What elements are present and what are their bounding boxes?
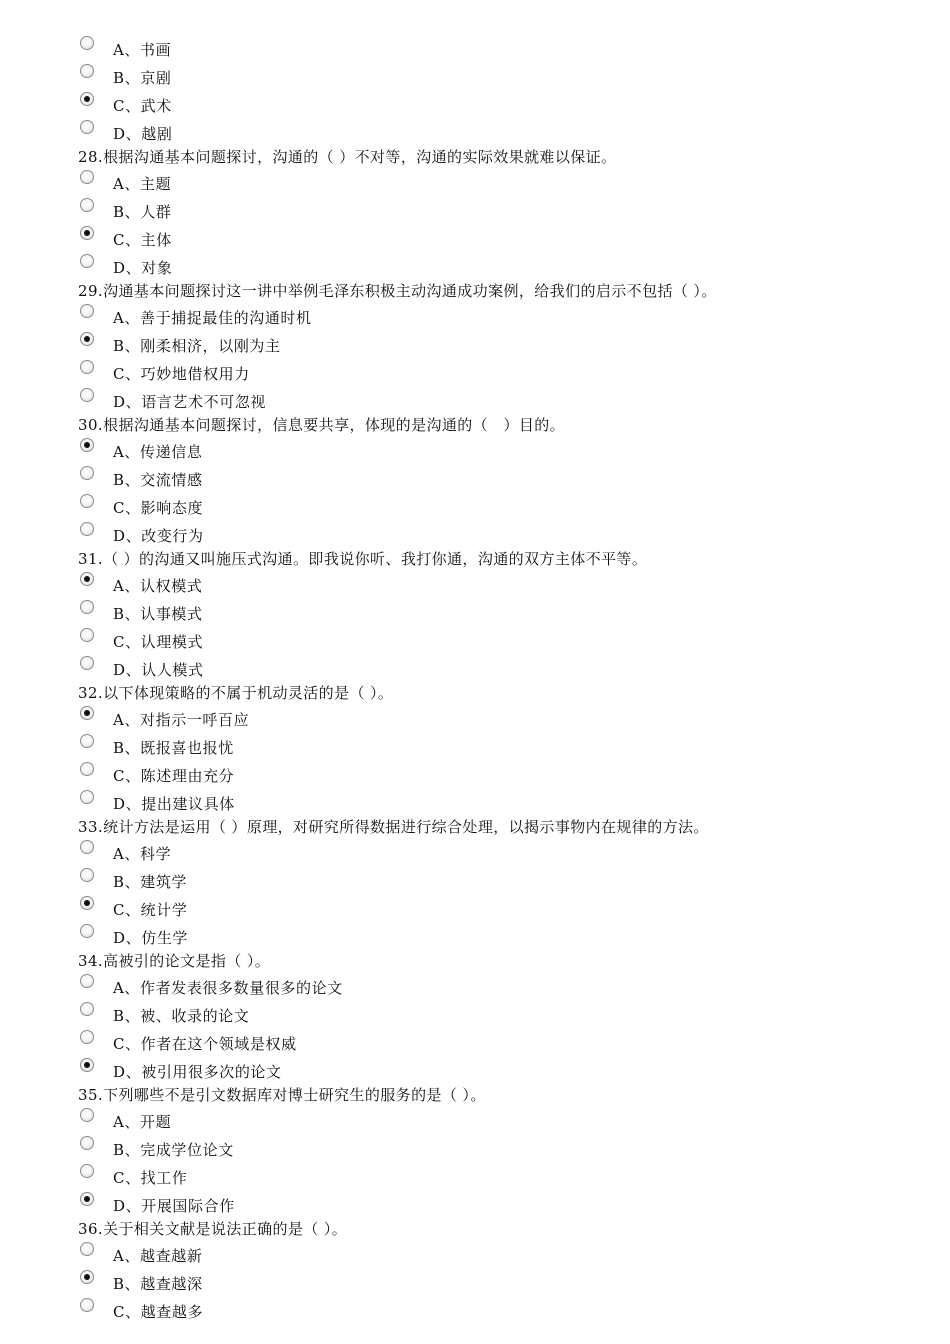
option-label: C、越查越多 (113, 1303, 204, 1321)
radio-unchecked-icon[interactable] (80, 198, 94, 212)
radio-checked-icon[interactable] (80, 92, 94, 106)
option-label: C、影响态度 (113, 499, 204, 517)
answer-option[interactable] (80, 654, 920, 682)
radio-unchecked-icon[interactable] (80, 868, 94, 882)
answer-option[interactable] (80, 330, 920, 358)
question-stem: 根据沟通基本问题探讨，沟通的（ ）不对等，沟通的实际效果就难以保证。 (103, 148, 617, 166)
answer-option[interactable] (80, 570, 920, 598)
question-stem: 高被引的论文是指（ ）。 (103, 952, 271, 970)
question-text (78, 950, 920, 972)
question-text (78, 1218, 920, 1240)
answer-option[interactable] (80, 1134, 920, 1162)
question-stem: 以下体现策略的不属于机动灵活的是（ ）。 (103, 684, 394, 702)
question-stem: 根据沟通基本问题探讨，信息要共享，体现的是沟通的（ ）目的。 (103, 416, 566, 434)
option-label: B、人群 (113, 203, 172, 221)
radio-unchecked-icon[interactable] (80, 388, 94, 402)
question-block (80, 34, 920, 146)
question-text (78, 280, 920, 302)
question-block (80, 280, 920, 414)
answer-option[interactable] (80, 788, 920, 816)
answer-option[interactable] (80, 196, 920, 224)
radio-unchecked-icon[interactable] (80, 1164, 94, 1178)
answer-option[interactable] (80, 118, 920, 146)
answer-option[interactable] (80, 1000, 920, 1028)
question-text (78, 414, 920, 436)
option-label: B、既报喜也报忧 (113, 739, 234, 757)
answer-option[interactable] (80, 866, 920, 894)
option-label: C、认理模式 (113, 633, 204, 651)
option-label: A、作者发表很多数量很多的论文 (113, 979, 343, 997)
question-text (78, 816, 920, 838)
question-stem: 统计方法是运用（ ）原理，对研究所得数据进行综合处理，以揭示事物内在规律的方法。 (103, 818, 709, 836)
option-label: C、找工作 (113, 1169, 188, 1187)
radio-checked-icon[interactable] (80, 706, 94, 720)
radio-checked-icon[interactable] (80, 438, 94, 452)
answer-option[interactable] (80, 1106, 920, 1134)
answer-option[interactable] (80, 1190, 920, 1218)
radio-unchecked-icon[interactable] (80, 170, 94, 184)
answer-option[interactable] (80, 894, 920, 922)
radio-unchecked-icon[interactable] (80, 254, 94, 268)
answer-option[interactable] (80, 1296, 920, 1324)
answer-option[interactable] (80, 492, 920, 520)
radio-unchecked-icon[interactable] (80, 1298, 94, 1312)
answer-option[interactable] (80, 626, 920, 654)
radio-unchecked-icon[interactable] (80, 304, 94, 318)
radio-unchecked-icon[interactable] (80, 522, 94, 536)
answer-option[interactable] (80, 358, 920, 386)
radio-unchecked-icon[interactable] (80, 64, 94, 78)
option-label: D、越剧 (113, 125, 173, 143)
question-stem: 下列哪些不是引文数据库对博士研究生的服务的是（ ）。 (103, 1086, 486, 1104)
option-label: B、京剧 (113, 69, 172, 87)
question-block (80, 682, 920, 816)
answer-option[interactable] (80, 302, 920, 330)
radio-unchecked-icon[interactable] (80, 1030, 94, 1044)
radio-unchecked-icon[interactable] (80, 1108, 94, 1122)
answer-option[interactable] (80, 62, 920, 90)
question-number: 36. (78, 1220, 104, 1238)
option-label: B、越查越深 (113, 1275, 203, 1293)
radio-checked-icon[interactable] (80, 1192, 94, 1206)
option-label: D、认人模式 (113, 661, 204, 679)
question-block (80, 816, 920, 950)
question-text (78, 548, 920, 570)
option-label: B、认事模式 (113, 605, 203, 623)
question-number: 31. (78, 550, 104, 568)
option-label: C、统计学 (113, 901, 188, 919)
answer-option[interactable] (80, 1240, 920, 1268)
answer-option[interactable] (80, 90, 920, 118)
radio-checked-icon[interactable] (80, 896, 94, 910)
question-number: 29. (78, 282, 104, 300)
radio-unchecked-icon[interactable] (80, 762, 94, 776)
answer-option[interactable] (80, 252, 920, 280)
radio-unchecked-icon[interactable] (80, 466, 94, 480)
radio-unchecked-icon[interactable] (80, 1136, 94, 1150)
answer-option[interactable] (80, 386, 920, 414)
radio-unchecked-icon[interactable] (80, 790, 94, 804)
answer-option[interactable] (80, 464, 920, 492)
option-label: D、仿生学 (113, 929, 189, 947)
radio-unchecked-icon[interactable] (80, 1242, 94, 1256)
answer-option[interactable] (80, 34, 920, 62)
radio-unchecked-icon[interactable] (80, 36, 94, 50)
radio-unchecked-icon[interactable] (80, 494, 94, 508)
option-label: A、认权模式 (113, 577, 203, 595)
question-block (80, 1084, 920, 1218)
question-number: 34. (78, 952, 104, 970)
radio-unchecked-icon[interactable] (80, 974, 94, 988)
answer-option[interactable] (80, 1162, 920, 1190)
question-block (80, 146, 920, 280)
radio-unchecked-icon[interactable] (80, 120, 94, 134)
option-label: B、建筑学 (113, 873, 188, 891)
exam-document (80, 34, 920, 1324)
option-label: A、对指示一呼百应 (113, 711, 250, 729)
question-block (80, 1218, 920, 1324)
radio-unchecked-icon[interactable] (80, 1002, 94, 1016)
option-label: B、刚柔相济，以刚为主 (113, 337, 281, 355)
option-label: D、开展国际合作 (113, 1197, 235, 1215)
answer-option[interactable] (80, 520, 920, 548)
question-number: 30. (78, 416, 104, 434)
option-label: A、主题 (113, 175, 172, 193)
answer-option[interactable] (80, 922, 920, 950)
question-number: 28. (78, 148, 104, 166)
option-label: D、改变行为 (113, 527, 204, 545)
option-label: A、善于捕捉最佳的沟通时机 (113, 309, 312, 327)
option-label: C、作者在这个领域是权威 (113, 1035, 297, 1053)
option-label: C、巧妙地借权用力 (113, 365, 250, 383)
question-stem: 沟通基本问题探讨这一讲中举例毛泽东积极主动沟通成功案例，给我们的启示不包括（ ）。 (103, 282, 717, 300)
option-label: C、陈述理由充分 (113, 767, 235, 785)
option-label: A、书画 (113, 41, 172, 59)
radio-unchecked-icon[interactable] (80, 840, 94, 854)
question-text (78, 682, 920, 704)
question-block (80, 950, 920, 1084)
option-label: C、主体 (113, 231, 172, 249)
option-label: C、武术 (113, 97, 172, 115)
question-stem: 关于相关文献是说法正确的是（ ）。 (103, 1220, 348, 1238)
question-number: 33. (78, 818, 104, 836)
option-label: A、越查越新 (113, 1247, 203, 1265)
option-label: D、被引用很多次的论文 (113, 1063, 282, 1081)
answer-option[interactable] (80, 760, 920, 788)
question-block (80, 548, 920, 682)
radio-checked-icon[interactable] (80, 332, 94, 346)
answer-option[interactable] (80, 1056, 920, 1084)
answer-option[interactable] (80, 436, 920, 464)
option-label: B、被、收录的论文 (113, 1007, 250, 1025)
option-label: B、完成学位论文 (113, 1141, 234, 1159)
radio-unchecked-icon[interactable] (80, 734, 94, 748)
option-label: D、提出建议具体 (113, 795, 235, 813)
radio-checked-icon[interactable] (80, 226, 94, 240)
question-block (80, 414, 920, 548)
answer-option[interactable] (80, 1028, 920, 1056)
radio-checked-icon[interactable] (80, 1058, 94, 1072)
option-label: D、对象 (113, 259, 173, 277)
radio-unchecked-icon[interactable] (80, 924, 94, 938)
answer-option[interactable] (80, 224, 920, 252)
answer-option[interactable] (80, 1268, 920, 1296)
answer-option[interactable] (80, 704, 920, 732)
radio-unchecked-icon[interactable] (80, 360, 94, 374)
radio-checked-icon[interactable] (80, 1270, 94, 1284)
option-label: D、语言艺术不可忽视 (113, 393, 267, 411)
radio-unchecked-icon[interactable] (80, 628, 94, 642)
option-label: A、科学 (113, 845, 172, 863)
question-number: 32. (78, 684, 104, 702)
answer-option[interactable] (80, 838, 920, 866)
radio-checked-icon[interactable] (80, 572, 94, 586)
answer-option[interactable] (80, 598, 920, 626)
option-label: A、传递信息 (113, 443, 203, 461)
option-label: B、交流情感 (113, 471, 203, 489)
option-label: A、开题 (113, 1113, 172, 1131)
radio-unchecked-icon[interactable] (80, 656, 94, 670)
radio-unchecked-icon[interactable] (80, 600, 94, 614)
question-text (78, 146, 920, 168)
question-stem: （ ）的沟通又叫施压式沟通。即我说你听、我打你通，沟通的双方主体不平等。 (103, 550, 648, 568)
question-text (78, 1084, 920, 1106)
question-number: 35. (78, 1086, 104, 1104)
answer-option[interactable] (80, 732, 920, 760)
answer-option[interactable] (80, 972, 920, 1000)
answer-option[interactable] (80, 168, 920, 196)
